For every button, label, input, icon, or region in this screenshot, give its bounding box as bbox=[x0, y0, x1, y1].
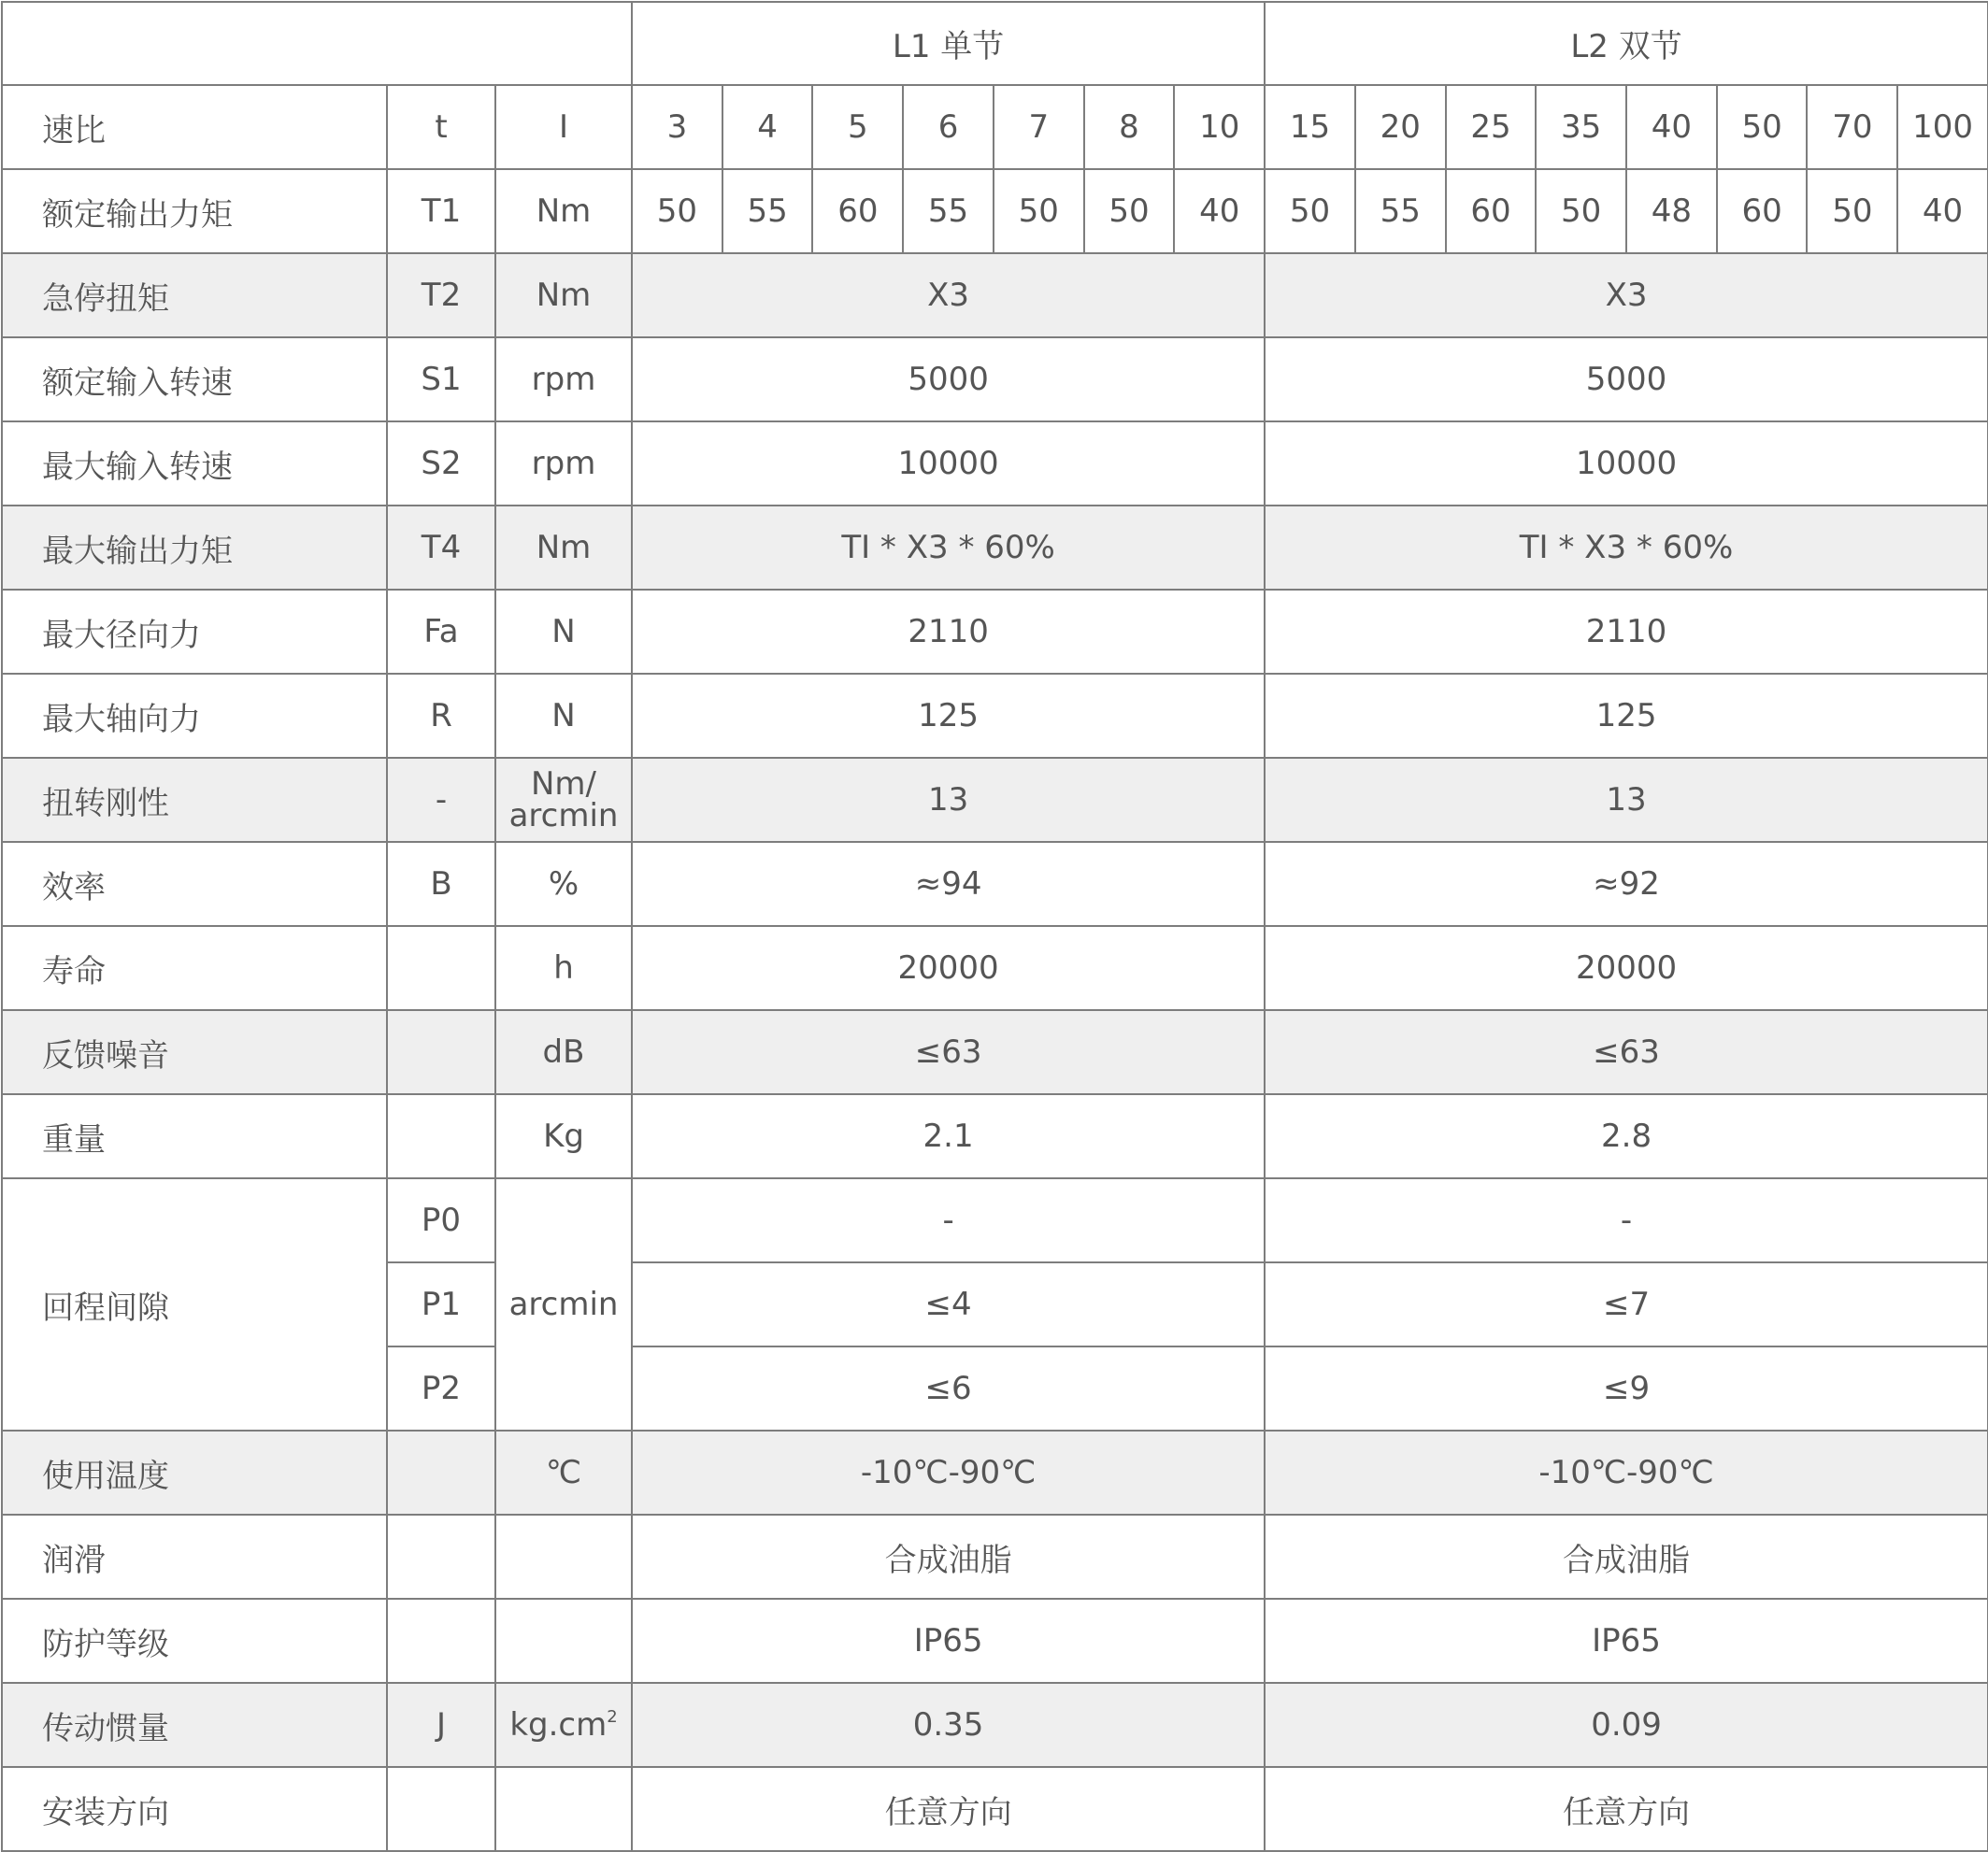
l2-value: ≤7 bbox=[1265, 1262, 1988, 1346]
ratio-row bbox=[2, 85, 1988, 169]
l1-value: 0.35 bbox=[632, 1683, 1265, 1767]
row-symbol bbox=[387, 1094, 495, 1178]
row-unit: I bbox=[495, 85, 632, 169]
unit-text: kg.cm bbox=[509, 1706, 608, 1744]
ratio-cell: 35 bbox=[1536, 85, 1626, 169]
torque-cell: 50 bbox=[1807, 169, 1897, 253]
table-row bbox=[2, 1094, 1988, 1178]
row-label: 额定输出力矩 bbox=[2, 169, 387, 253]
table-row bbox=[2, 842, 1988, 926]
l2-value: 20000 bbox=[1265, 926, 1988, 1010]
row-label: 扭转刚性 bbox=[2, 758, 387, 842]
table-row bbox=[2, 1515, 1988, 1599]
row-symbol: T1 bbox=[387, 169, 495, 253]
torque-cell: 50 bbox=[1084, 169, 1175, 253]
ratio-cell: 8 bbox=[1084, 85, 1175, 169]
l1-value: -10℃-90℃ bbox=[632, 1431, 1265, 1515]
torque-cell: 50 bbox=[1265, 169, 1355, 253]
backlash-unit: arcmin bbox=[495, 1178, 632, 1431]
l2-value: ≤63 bbox=[1265, 1010, 1988, 1094]
table-row bbox=[2, 674, 1988, 758]
row-symbol: B bbox=[387, 842, 495, 926]
row-label: 最大输出力矩 bbox=[2, 506, 387, 590]
row-unit: Nm bbox=[495, 506, 632, 590]
torque-cell: 60 bbox=[1446, 169, 1537, 253]
row-symbol: P1 bbox=[387, 1262, 495, 1346]
table-row bbox=[2, 926, 1988, 1010]
row-symbol bbox=[387, 1599, 495, 1683]
row-label: 速比 bbox=[2, 85, 387, 169]
l2-value: IP65 bbox=[1265, 1599, 1988, 1683]
table-row bbox=[2, 1431, 1988, 1515]
row-unit: N bbox=[495, 590, 632, 674]
row-label: 效率 bbox=[2, 842, 387, 926]
row-symbol: P0 bbox=[387, 1178, 495, 1262]
l2-value: 10000 bbox=[1265, 421, 1988, 506]
torque-cell: 50 bbox=[994, 169, 1084, 253]
row-label: 使用温度 bbox=[2, 1431, 387, 1515]
row-symbol: S1 bbox=[387, 337, 495, 421]
ratio-cell: 100 bbox=[1897, 85, 1988, 169]
torque-cell: 50 bbox=[1536, 169, 1626, 253]
torque-cell: 55 bbox=[722, 169, 813, 253]
row-unit: dB bbox=[495, 1010, 632, 1094]
table-row bbox=[2, 1767, 1988, 1851]
row-label: 反馈噪音 bbox=[2, 1010, 387, 1094]
row-unit: Nm bbox=[495, 169, 632, 253]
row-label: 润滑 bbox=[2, 1515, 387, 1599]
ratio-cell: 10 bbox=[1174, 85, 1265, 169]
l2-value: 2.8 bbox=[1265, 1094, 1988, 1178]
l1-value: ≤63 bbox=[632, 1010, 1265, 1094]
table-row bbox=[2, 758, 1988, 842]
l2-value: 合成油脂 bbox=[1265, 1515, 1988, 1599]
l2-value: X3 bbox=[1265, 253, 1988, 337]
l2-value: 0.09 bbox=[1265, 1683, 1988, 1767]
row-unit: Nm/ arcmin bbox=[495, 758, 632, 842]
l2-value: - bbox=[1265, 1178, 1988, 1262]
l2-value: 任意方向 bbox=[1265, 1767, 1988, 1851]
l1-value: 13 bbox=[632, 758, 1265, 842]
l2-value: 5000 bbox=[1265, 337, 1988, 421]
torque-cell: 55 bbox=[1355, 169, 1446, 253]
table-row bbox=[2, 590, 1988, 674]
torque-cell: 50 bbox=[632, 169, 722, 253]
l1-value: ≤4 bbox=[632, 1262, 1265, 1346]
table-row bbox=[2, 421, 1988, 506]
l1-value: 20000 bbox=[632, 926, 1265, 1010]
row-unit bbox=[495, 1767, 632, 1851]
row-symbol bbox=[387, 1010, 495, 1094]
l1-value: 2.1 bbox=[632, 1094, 1265, 1178]
row-label: 防护等级 bbox=[2, 1599, 387, 1683]
l1-value: 10000 bbox=[632, 421, 1265, 506]
ratio-cell: 6 bbox=[903, 85, 994, 169]
torque-cell: 60 bbox=[812, 169, 903, 253]
l2-value: 13 bbox=[1265, 758, 1988, 842]
table-row bbox=[2, 1010, 1988, 1094]
row-symbol: J bbox=[387, 1683, 495, 1767]
row-unit: ℃ bbox=[495, 1431, 632, 1515]
l1-value: 任意方向 bbox=[632, 1767, 1265, 1851]
ratio-cell: 4 bbox=[722, 85, 813, 169]
table-row bbox=[2, 253, 1988, 337]
row-symbol: R bbox=[387, 674, 495, 758]
row-unit: rpm bbox=[495, 421, 632, 506]
row-unit: rpm bbox=[495, 337, 632, 421]
ratio-cell: 40 bbox=[1626, 85, 1717, 169]
ratio-cell: 20 bbox=[1355, 85, 1446, 169]
row-unit bbox=[495, 1683, 632, 1767]
l1-value: X3 bbox=[632, 253, 1265, 337]
ratio-cell: 25 bbox=[1446, 85, 1537, 169]
row-label: 重量 bbox=[2, 1094, 387, 1178]
l1-value: 2110 bbox=[632, 590, 1265, 674]
l1-value: TI * X3 * 60% bbox=[632, 506, 1265, 590]
ratio-cell: 15 bbox=[1265, 85, 1355, 169]
row-symbol bbox=[387, 926, 495, 1010]
torque-cell: 48 bbox=[1626, 169, 1717, 253]
row-label: 最大轴向力 bbox=[2, 674, 387, 758]
l2-value: ≤9 bbox=[1265, 1346, 1988, 1431]
l1-header: L1 单节 bbox=[632, 2, 1265, 85]
row-symbol: P2 bbox=[387, 1346, 495, 1431]
row-label: 最大输入转速 bbox=[2, 421, 387, 506]
ratio-cell: 3 bbox=[632, 85, 722, 169]
row-symbol: t bbox=[387, 85, 495, 169]
row-symbol: Fa bbox=[387, 590, 495, 674]
row-symbol bbox=[387, 1515, 495, 1599]
row-symbol bbox=[387, 1767, 495, 1851]
l1-value: 5000 bbox=[632, 337, 1265, 421]
row-label: 额定输入转速 bbox=[2, 337, 387, 421]
row-label: 传动惯量 bbox=[2, 1683, 387, 1767]
row-symbol: S2 bbox=[387, 421, 495, 506]
l1-value: 125 bbox=[632, 674, 1265, 758]
l2-value: 125 bbox=[1265, 674, 1988, 758]
ratio-cell: 7 bbox=[994, 85, 1084, 169]
ratio-cell: 70 bbox=[1807, 85, 1897, 169]
row-unit bbox=[495, 1515, 632, 1599]
row-label: 急停扭矩 bbox=[2, 253, 387, 337]
corner-cell bbox=[2, 2, 632, 85]
backlash-row bbox=[2, 1178, 1988, 1262]
ratio-cell: 5 bbox=[812, 85, 903, 169]
row-label: 最大径向力 bbox=[2, 590, 387, 674]
row-symbol bbox=[387, 1431, 495, 1515]
torque-cell: 40 bbox=[1174, 169, 1265, 253]
torque-row bbox=[2, 169, 1988, 253]
l1-value: ≤6 bbox=[632, 1346, 1265, 1431]
row-label: 寿命 bbox=[2, 926, 387, 1010]
ratio-cell: 50 bbox=[1717, 85, 1808, 169]
row-symbol: T4 bbox=[387, 506, 495, 590]
l1-value: 合成油脂 bbox=[632, 1515, 1265, 1599]
l2-header: L2 双节 bbox=[1265, 2, 1988, 85]
table-row bbox=[2, 337, 1988, 421]
header-row bbox=[2, 2, 1988, 85]
l2-value: 2110 bbox=[1265, 590, 1988, 674]
unit-superscript: 2 bbox=[607, 1707, 618, 1727]
row-unit: N bbox=[495, 674, 632, 758]
row-unit: h bbox=[495, 926, 632, 1010]
l2-value: TI * X3 * 60% bbox=[1265, 506, 1988, 590]
l1-value: ≈94 bbox=[632, 842, 1265, 926]
l1-value: - bbox=[632, 1178, 1265, 1262]
row-unit: Nm bbox=[495, 253, 632, 337]
l2-value: ≈92 bbox=[1265, 842, 1988, 926]
torque-cell: 55 bbox=[903, 169, 994, 253]
l1-value: IP65 bbox=[632, 1599, 1265, 1683]
spec-table bbox=[1, 1, 1988, 1852]
torque-cell: 40 bbox=[1897, 169, 1988, 253]
row-label: 安装方向 bbox=[2, 1767, 387, 1851]
table-row bbox=[2, 1599, 1988, 1683]
row-unit bbox=[495, 1599, 632, 1683]
row-symbol: T2 bbox=[387, 253, 495, 337]
table-row bbox=[2, 506, 1988, 590]
l2-value: -10℃-90℃ bbox=[1265, 1431, 1988, 1515]
row-unit: Kg bbox=[495, 1094, 632, 1178]
row-unit: % bbox=[495, 842, 632, 926]
table-row bbox=[2, 1683, 1988, 1767]
row-symbol: - bbox=[387, 758, 495, 842]
backlash-label: 回程间隙 bbox=[2, 1178, 387, 1431]
torque-cell: 60 bbox=[1717, 169, 1808, 253]
